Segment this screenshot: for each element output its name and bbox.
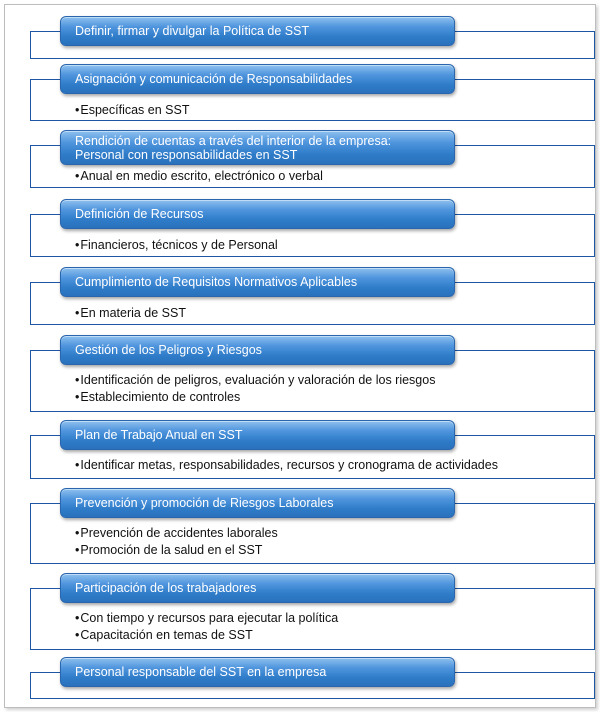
- bullet-item: •Capacitación en temas de SST: [75, 628, 253, 642]
- bullet-item: •Identificación de peligros, evaluación y valoración de los riesgos: [75, 373, 436, 387]
- bullet-list: [75, 525, 278, 559]
- bullet-item: •Anual en medio escrito, electrónico o verbal: [75, 169, 323, 183]
- bullet-item: •Financieros, técnicos y de Personal: [75, 238, 278, 252]
- item-title: Prevención y promoción de Riesgos Laborales: [60, 488, 455, 518]
- bullet-list: [75, 168, 323, 185]
- item-title: Gestión de los Peligros y Riesgos: [60, 335, 455, 365]
- bullet-item: •Específicas en SST: [75, 103, 190, 117]
- bullet-item: •En materia de SST: [75, 306, 186, 320]
- item-title: Definir, firmar y divulgar la Política de SST: [60, 16, 455, 46]
- bullet-list: [75, 237, 278, 254]
- bullet-list: [75, 372, 435, 406]
- bullet-list: [75, 610, 338, 644]
- bullet-item: •Establecimiento de controles: [75, 390, 241, 404]
- item-title: Definición de Recursos: [60, 199, 455, 229]
- item-title: Personal responsable del SST en la empresa: [60, 657, 455, 687]
- item-title: Participación de los trabajadores: [60, 573, 455, 603]
- bullet-item: •Promoción de la salud en el SST: [75, 543, 263, 557]
- bullet-item: •Con tiempo y recursos para ejecutar la política: [75, 611, 339, 625]
- bullet-list: [75, 102, 189, 119]
- bullet-item: •Prevención de accidentes laborales: [75, 526, 278, 540]
- bullet-list: [75, 457, 498, 474]
- bullet-item: •Identificar metas, responsabilidades, recursos y cronograma de actividades: [75, 458, 498, 472]
- item-title: Asignación y comunicación de Responsabilidades: [60, 64, 455, 94]
- item-title: Cumplimiento de Requisitos Normativos Aplicables: [60, 267, 455, 297]
- item-title: Plan de Trabajo Anual en SST: [60, 420, 455, 450]
- item-title: Rendición de cuentas a través del interior de la empresa: Personal con responsabilidades en SST: [60, 130, 455, 165]
- bullet-list: [75, 305, 186, 322]
